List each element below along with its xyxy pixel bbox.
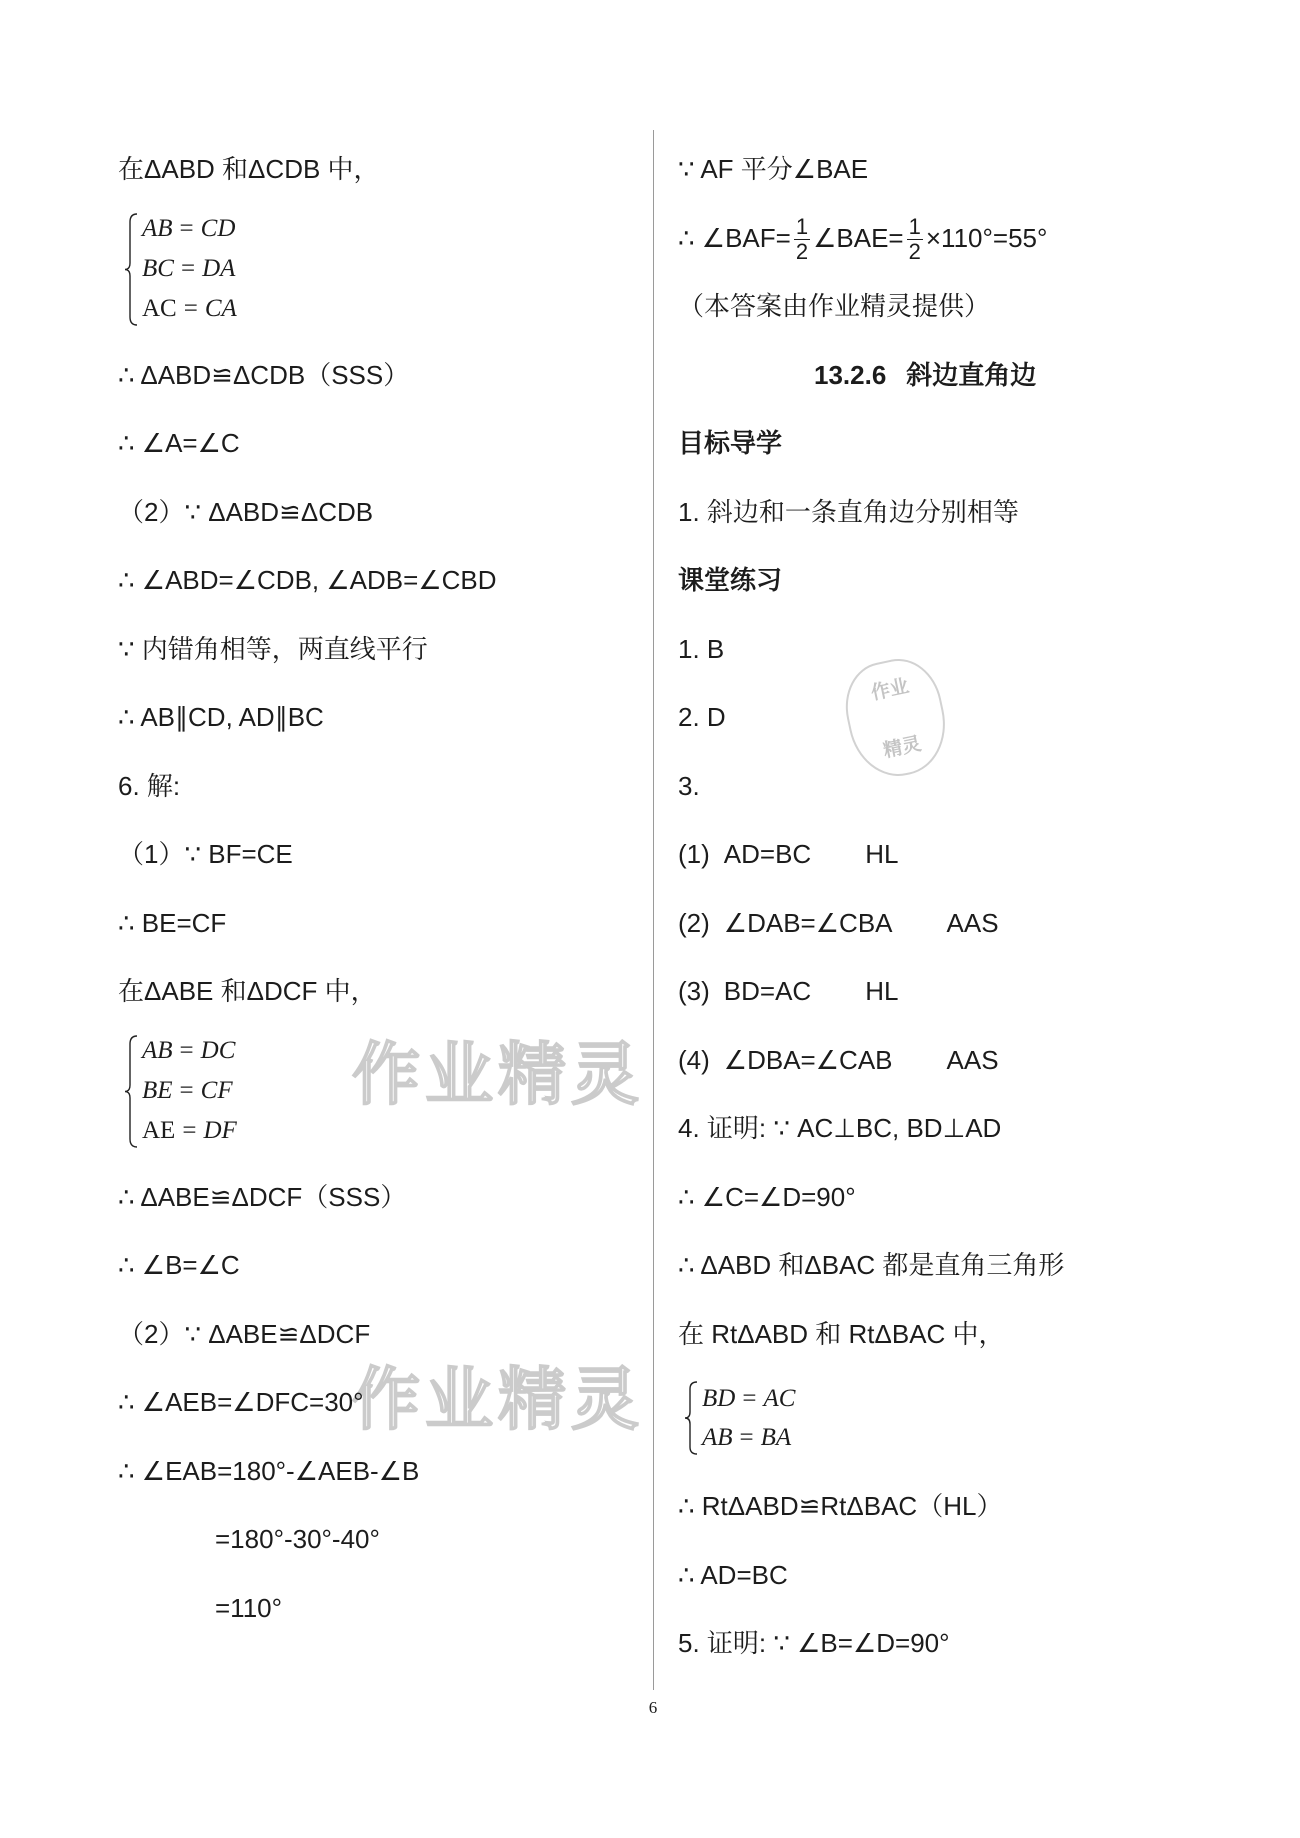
column-divider [653, 130, 654, 1690]
text-line: 在ΔABD 和ΔCDB 中， [118, 154, 380, 184]
text-line: ∴ BE=CF [118, 907, 227, 938]
left-brace-icon [124, 213, 138, 326]
answer-method: AAS [946, 1044, 999, 1075]
answer-method: HL [865, 976, 899, 1006]
equation-row [702, 1423, 791, 1453]
answer-value: AD=BC [723, 839, 812, 869]
text-line: ∴ ΔABD≌ΔCDB（SSS） [118, 359, 410, 390]
equation-rhs: CA [204, 294, 237, 322]
text-line: ∴ ∠B=∠C [118, 1250, 240, 1280]
text-line: ∴ ∠ABD=∠CDB, ∠ADB=∠CBD [118, 565, 497, 595]
equation-row [142, 1076, 233, 1106]
text-line: ∴ ∠AEB=∠DFC=30° [118, 1387, 364, 1417]
equation-rhs: DF [203, 1116, 237, 1144]
equation-op: = [179, 1036, 194, 1064]
equation-op: = [180, 254, 196, 282]
equation-lhs: AB [142, 1036, 173, 1064]
equation-row [142, 214, 235, 244]
equation-lhs: AE [142, 1116, 176, 1144]
answer-row [678, 820, 1258, 889]
equation-system [678, 1368, 1258, 1472]
answer-row [678, 889, 1258, 958]
text-line: =110° [215, 1592, 283, 1623]
equation-lhs: AB [142, 214, 173, 242]
equation-row [702, 1384, 795, 1414]
equation-row [142, 1116, 237, 1146]
stamp-bottom-text: 精灵 [881, 732, 924, 763]
section-title-text: 斜边直角边 [906, 359, 1037, 390]
answer-label: (4) [678, 1044, 710, 1075]
left-brace-icon [124, 1035, 138, 1148]
text-line: ∴ ∠A=∠C [118, 428, 240, 458]
fraction-denominator: 2 [908, 239, 921, 265]
equation-row [142, 1036, 235, 1066]
section-heading: 课堂练习 [678, 565, 783, 595]
fraction-line-part: ∴ ∠BAF= [678, 222, 791, 253]
text-line: 在 RtΔABD 和 RtΔBAC 中， [678, 1318, 1005, 1349]
equation-op: = [739, 1424, 754, 1451]
text-line: 5. 证明: ∵ ∠B=∠D=90° [678, 1628, 950, 1658]
equation-op: = [179, 214, 194, 242]
text-line: 6. 解: [118, 770, 181, 801]
equation-rhs: AC [763, 1385, 796, 1412]
text-line: ∴ ΔABD 和ΔBAC 都是直角三角形 [678, 1250, 1065, 1280]
text-line: 1. B [678, 633, 725, 664]
answer-row [678, 1026, 1258, 1095]
text-line: 4. 证明: ∵ AC⊥BC, BD⊥AD [678, 1113, 1002, 1143]
answer-label: (1) [678, 839, 710, 869]
equation-system [118, 1026, 638, 1163]
section-heading: 目标导学 [678, 428, 783, 458]
text-line: （1）∵ BF=CE [118, 839, 293, 869]
section-title [678, 341, 1258, 410]
text-line: 2. D [678, 702, 726, 732]
left-column [118, 135, 638, 1642]
equation-rhs: CF [200, 1076, 233, 1104]
fraction-line [678, 204, 1258, 273]
equation-lhs: BD [702, 1385, 736, 1412]
answer-label: (2) [678, 907, 710, 938]
equation-row [142, 254, 235, 284]
text-line: 在ΔABE 和ΔDCF 中， [118, 976, 377, 1006]
text-line: 1. 斜边和一条直角边分别相等 [678, 496, 1019, 527]
equation-op: = [183, 294, 198, 322]
equation-lhs: BE [142, 1076, 173, 1104]
answer-method: HL [865, 839, 899, 869]
answer-value: ∠DAB=∠CBA [723, 907, 893, 938]
equation-op: = [182, 1116, 197, 1144]
answer-row [678, 957, 1258, 1026]
fraction-line-part: ×110°=55° [925, 222, 1048, 253]
text-line: （2）∵ ΔABD≌ΔCDB [118, 496, 374, 527]
right-column [678, 135, 1258, 1678]
text-line: ∴ RtΔABD≌RtΔBAC（HL） [678, 1491, 1003, 1521]
stamp-top-text: 作业 [869, 674, 911, 705]
source-note: （本答案由作业精灵提供） [678, 291, 991, 321]
fraction [907, 215, 923, 264]
equation-row [142, 294, 237, 324]
fraction-denominator: 2 [795, 239, 809, 265]
answer-label: (3) [678, 976, 710, 1006]
equation-rhs: CD [200, 214, 236, 242]
equation-lhs: AC [142, 294, 177, 322]
equation-lhs: BC [142, 254, 174, 282]
text-line: ∴ AB∥CD, AD∥BC [118, 702, 324, 732]
text-line: ∵ 内错角相等，两直线平行 [118, 633, 428, 664]
fraction-numerator: 1 [908, 214, 921, 240]
text-line: （2）∵ ΔABE≌ΔDCF [118, 1318, 371, 1349]
text-line: 3. [678, 770, 700, 801]
section-number: 13.2.6 [814, 359, 887, 390]
equation-rhs: DC [200, 1036, 236, 1064]
equation-rhs: BA [760, 1424, 792, 1451]
left-brace-icon [684, 1381, 698, 1455]
fraction-line-part: ∠BAE= [813, 222, 904, 253]
answer-method: AAS [946, 907, 999, 938]
equation-system [118, 204, 638, 341]
equation-lhs: AB [702, 1424, 733, 1451]
text-line: ∴ AD=BC [678, 1559, 788, 1590]
text-line: ∴ ∠C=∠D=90° [678, 1181, 856, 1212]
text-line: ∴ ∠EAB=180°-∠AEB-∠B [118, 1455, 420, 1486]
equation-rhs: DA [202, 254, 236, 282]
answer-value: ∠DBA=∠CAB [723, 1044, 893, 1075]
text-line: =180°-30°-40° [215, 1524, 380, 1554]
fraction [794, 215, 810, 264]
watermark-text: 作业精灵 [352, 1035, 645, 1115]
page-number: 6 [648, 1698, 658, 1717]
fraction-numerator: 1 [795, 214, 809, 240]
text-line: ∴ ΔABE≌ΔDCF（SSS） [118, 1181, 407, 1212]
equation-op: = [179, 1076, 194, 1104]
answer-value: BD=AC [723, 976, 812, 1006]
equation-op: = [742, 1385, 757, 1412]
text-line: ∵ AF 平分∠BAE [678, 154, 869, 184]
watermark-text: 作业精灵 [352, 1360, 645, 1440]
